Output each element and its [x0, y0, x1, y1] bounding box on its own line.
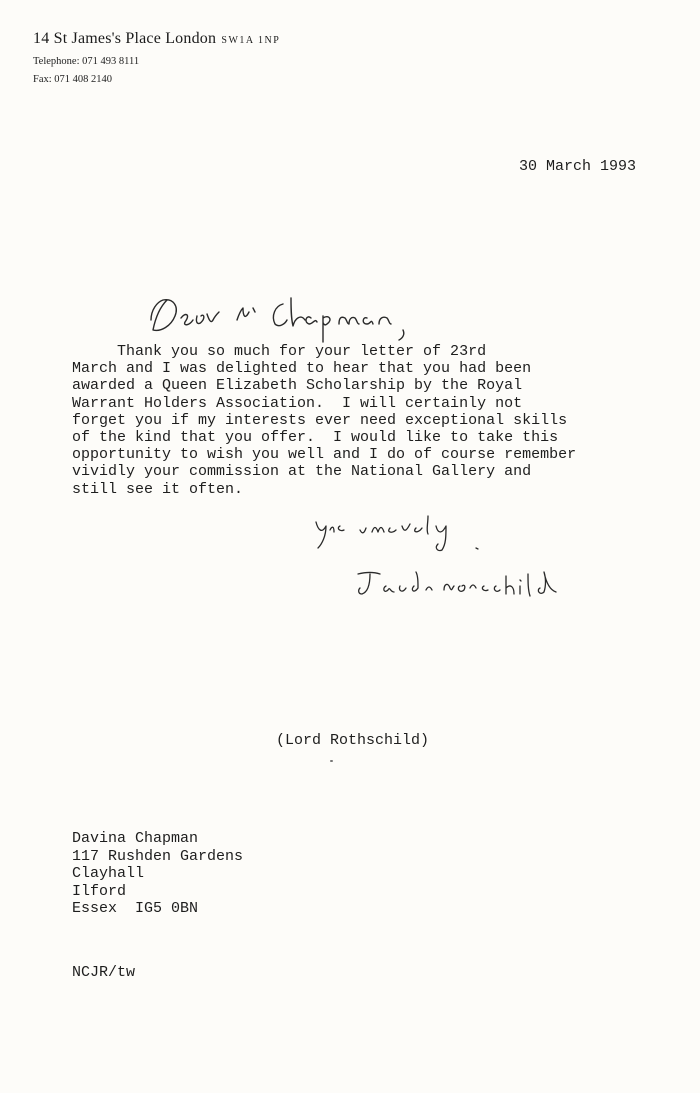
body-line: awarded a Queen Elizabeth Scholarship by the Royal	[72, 377, 523, 395]
body-line: Thank you so much for your letter of 23rd	[72, 343, 487, 360]
body-line: forget you if my interests ever need exceptional skills	[72, 411, 568, 429]
recipient-address	[72, 830, 243, 918]
signer-name: (Lord Rothschild)	[276, 732, 430, 749]
recipient-line: Davina Chapman	[72, 830, 199, 847]
letterhead-address	[33, 30, 280, 48]
recipient-line: Clayhall	[72, 865, 145, 883]
letter-date: 30 March 1993	[519, 158, 637, 175]
body-line: Warrant Holders Association. I will certainly not	[72, 394, 523, 412]
body-line: opportunity to wish you well and I do of course remember	[72, 446, 577, 464]
body-line: March and I was delighted to hear that you had been	[72, 360, 532, 378]
handwritten-signature	[356, 568, 578, 604]
letterhead-telephone: Telephone: 071 493 8111	[33, 56, 140, 67]
body-line: still see it often.	[72, 480, 244, 498]
paper-speck	[330, 760, 333, 762]
letterhead-fax: Fax: 071 408 2140	[33, 74, 113, 85]
recipient-line: Ilford	[72, 882, 127, 900]
body-line: vividly your commission at the National Gallery and	[72, 463, 532, 481]
body-line: of the kind that you offer. I would like to take this	[72, 428, 559, 446]
recipient-line: 117 Rushden Gardens	[72, 847, 244, 865]
handwritten-closing	[312, 512, 492, 560]
letterhead-street: 14 St James's Place London	[33, 30, 217, 47]
letter-body	[72, 343, 672, 498]
recipient-line: Essex IG5 0BN	[72, 900, 199, 918]
handwritten-salutation	[145, 290, 415, 346]
letterhead-postcode: SW1A 1NP	[221, 35, 281, 46]
reference-code: NCJR/tw	[72, 964, 136, 981]
